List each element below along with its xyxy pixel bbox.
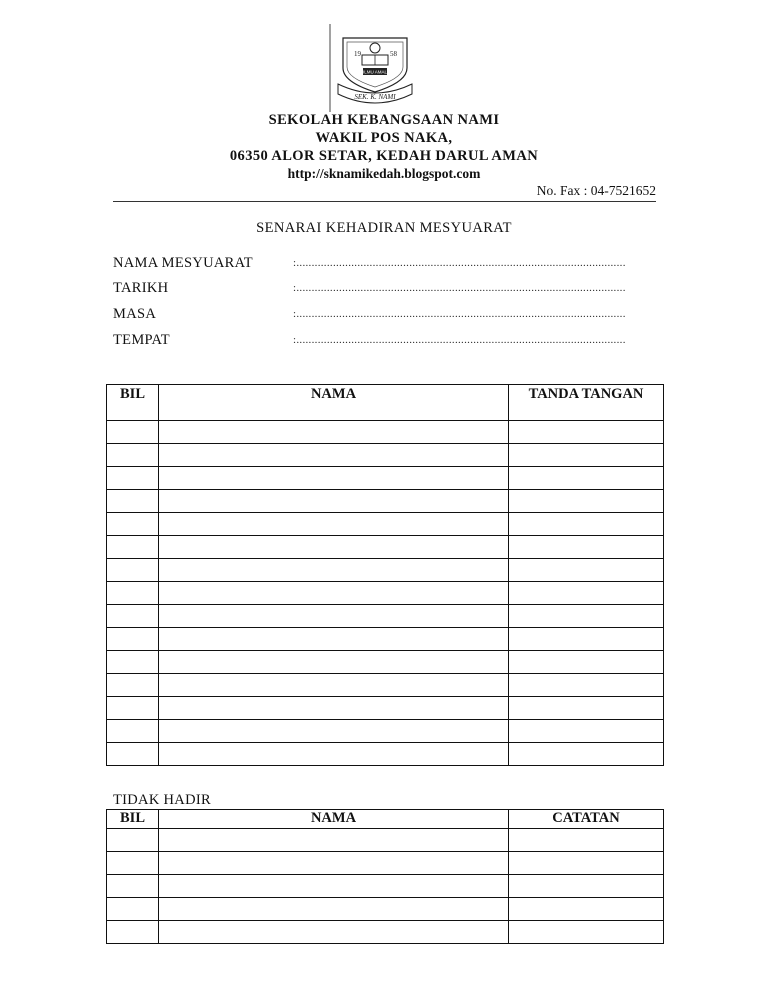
tanda-tangan-cell[interactable] — [509, 490, 664, 513]
header-nama: NAMA — [159, 810, 509, 829]
address-line-1: WAKIL POS NAKA, — [315, 130, 453, 146]
table-header-row — [107, 385, 664, 421]
table-row — [107, 898, 664, 921]
field-label: TARIKH — [113, 280, 169, 296]
bil-cell[interactable] — [107, 536, 159, 559]
svg-text:SEK. K. NAMI: SEK. K. NAMI — [354, 93, 396, 101]
tanda-tangan-cell[interactable] — [509, 582, 664, 605]
svg-text:19: 19 — [354, 50, 361, 58]
bil-cell[interactable] — [107, 720, 159, 743]
address-line-2: 06350 ALOR SETAR, KEDAH DARUL AMAN — [229, 148, 539, 164]
table-row — [107, 559, 664, 582]
nama-cell[interactable] — [159, 582, 509, 605]
catatan-cell[interactable] — [509, 921, 664, 944]
field-label: MASA — [113, 306, 157, 322]
table-row — [107, 829, 664, 852]
school-logo — [328, 22, 422, 114]
table-row — [107, 582, 664, 605]
nama-cell[interactable] — [159, 720, 509, 743]
field-nama-mesyuarat — [113, 255, 656, 275]
tanda-tangan-cell[interactable] — [509, 720, 664, 743]
bil-cell[interactable] — [107, 421, 159, 444]
field-label: NAMA MESYUARAT — [113, 255, 253, 271]
tanda-tangan-cell[interactable] — [509, 421, 664, 444]
field-blank[interactable]: :............................................................................................................ — [293, 257, 626, 269]
bil-cell[interactable] — [107, 513, 159, 536]
field-tempat — [113, 332, 656, 352]
bil-cell[interactable] — [107, 559, 159, 582]
nama-cell[interactable] — [159, 605, 509, 628]
field-blank[interactable]: :............................................................................................................ — [293, 282, 626, 294]
table-row — [107, 467, 664, 490]
tanda-tangan-cell[interactable] — [509, 651, 664, 674]
bil-cell[interactable] — [107, 743, 159, 766]
attendance-table — [106, 384, 664, 766]
header-nama: NAMA — [159, 385, 509, 421]
table-row — [107, 720, 664, 743]
field-masa — [113, 306, 656, 326]
bil-cell[interactable] — [107, 898, 159, 921]
tanda-tangan-cell[interactable] — [509, 674, 664, 697]
absent-section-label: TIDAK HADIR — [113, 792, 211, 808]
table-row — [107, 875, 664, 898]
tanda-tangan-cell[interactable] — [509, 743, 664, 766]
catatan-cell[interactable] — [509, 898, 664, 921]
table-row — [107, 852, 664, 875]
bil-cell[interactable] — [107, 697, 159, 720]
field-label: TEMPAT — [113, 332, 170, 348]
tanda-tangan-cell[interactable] — [509, 628, 664, 651]
header-bil: BIL — [107, 810, 159, 829]
catatan-cell[interactable] — [509, 852, 664, 875]
table-row — [107, 743, 664, 766]
document-title: SENARAI KEHADIRAN MESYUARAT — [256, 220, 512, 236]
bil-cell[interactable] — [107, 444, 159, 467]
nama-cell[interactable] — [159, 829, 509, 852]
bil-cell[interactable] — [107, 605, 159, 628]
svg-text:ILMU AMAL: ILMU AMAL — [362, 69, 388, 75]
header-bil: BIL — [107, 385, 159, 421]
fax-number: No. Fax : 04-7521652 — [536, 183, 656, 198]
absent-table — [106, 809, 664, 944]
table-row — [107, 513, 664, 536]
bil-cell[interactable] — [107, 921, 159, 944]
header-divider — [113, 201, 656, 202]
table-row — [107, 651, 664, 674]
bil-cell[interactable] — [107, 875, 159, 898]
nama-cell[interactable] — [159, 898, 509, 921]
header-catatan: CATATAN — [509, 810, 664, 829]
nama-cell[interactable] — [159, 490, 509, 513]
attendance-rows — [107, 421, 664, 766]
catatan-cell[interactable] — [509, 875, 664, 898]
tanda-tangan-cell[interactable] — [509, 513, 664, 536]
field-tarikh — [113, 280, 656, 300]
bil-cell[interactable] — [107, 651, 159, 674]
bil-cell[interactable] — [107, 490, 159, 513]
table-row — [107, 921, 664, 944]
nama-cell[interactable] — [159, 921, 509, 944]
header-tanda-tangan: TANDA TANGAN — [509, 385, 664, 421]
table-header-row — [107, 810, 664, 829]
bil-cell[interactable] — [107, 628, 159, 651]
bil-cell[interactable] — [107, 852, 159, 875]
bil-cell[interactable] — [107, 467, 159, 490]
school-crest-icon — [328, 22, 422, 114]
nama-cell[interactable] — [159, 467, 509, 490]
tanda-tangan-cell[interactable] — [509, 467, 664, 490]
table-row — [107, 605, 664, 628]
bil-cell[interactable] — [107, 829, 159, 852]
nama-cell[interactable] — [159, 697, 509, 720]
nama-cell[interactable] — [159, 536, 509, 559]
table-row — [107, 697, 664, 720]
tanda-tangan-cell[interactable] — [509, 605, 664, 628]
tanda-tangan-cell[interactable] — [509, 697, 664, 720]
bil-cell[interactable] — [107, 674, 159, 697]
tanda-tangan-cell[interactable] — [509, 559, 664, 582]
table-row — [107, 536, 664, 559]
tanda-tangan-cell[interactable] — [509, 536, 664, 559]
nama-cell[interactable] — [159, 444, 509, 467]
nama-cell[interactable] — [159, 421, 509, 444]
nama-cell[interactable] — [159, 852, 509, 875]
website-link[interactable]: http://sknamikedah.blogspot.com — [287, 166, 481, 181]
tanda-tangan-cell[interactable] — [509, 444, 664, 467]
nama-cell[interactable] — [159, 628, 509, 651]
nama-cell[interactable] — [159, 559, 509, 582]
nama-cell[interactable] — [159, 513, 509, 536]
field-blank[interactable]: :............................................................................................................ — [293, 308, 626, 320]
table-row — [107, 674, 664, 697]
field-blank[interactable]: :............................................................................................................ — [293, 334, 626, 346]
table-row — [107, 628, 664, 651]
catatan-cell[interactable] — [509, 829, 664, 852]
nama-cell[interactable] — [159, 651, 509, 674]
school-name: SEKOLAH KEBANGSAAN NAMI — [268, 112, 500, 128]
nama-cell[interactable] — [159, 674, 509, 697]
table-row — [107, 490, 664, 513]
bil-cell[interactable] — [107, 582, 159, 605]
nama-cell[interactable] — [159, 875, 509, 898]
table-row — [107, 421, 664, 444]
absent-rows — [107, 829, 664, 944]
nama-cell[interactable] — [159, 743, 509, 766]
svg-text:58: 58 — [390, 50, 397, 58]
table-row — [107, 444, 664, 467]
